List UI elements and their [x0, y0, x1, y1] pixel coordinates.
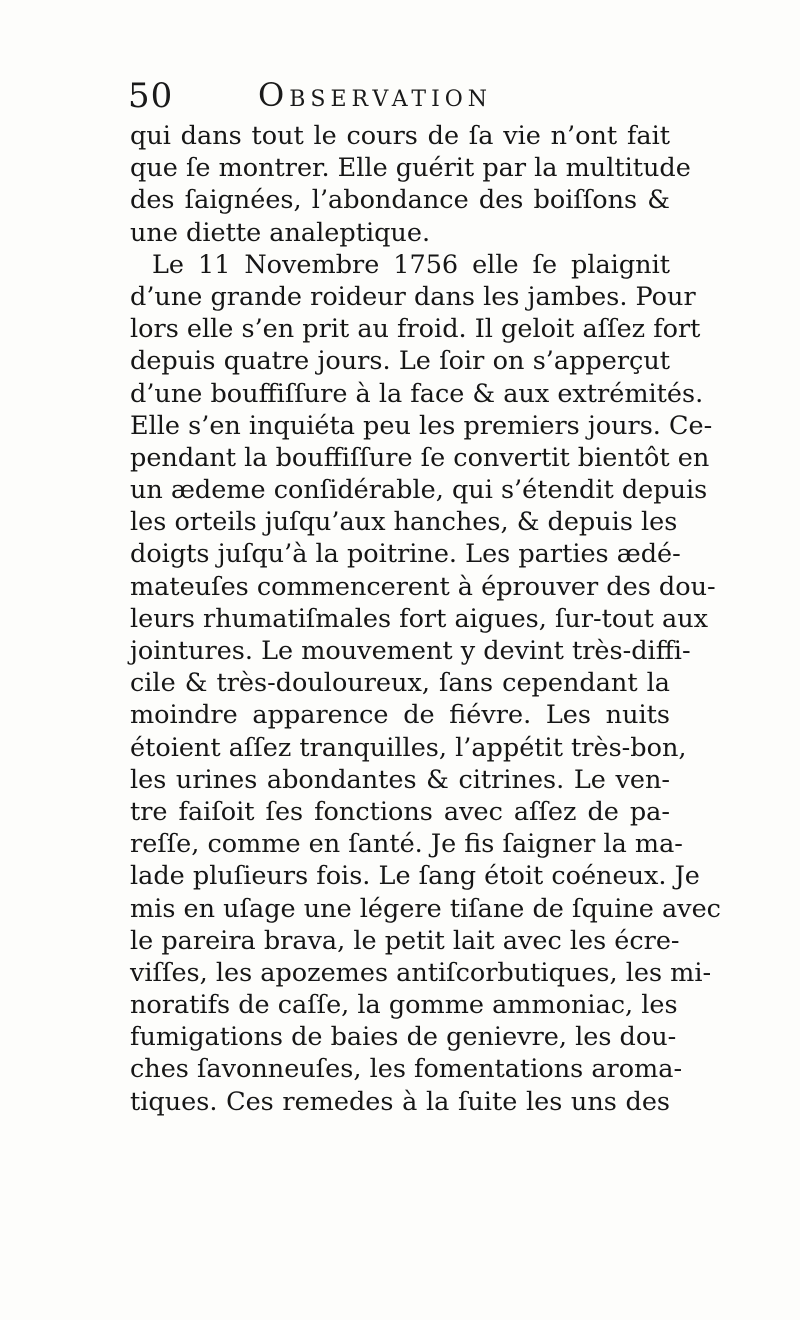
text-line: cile & très-douloureux, ſans cependant la — [130, 668, 670, 699]
text-line: qui dans tout le cours de ſa vie n’ont fait — [130, 121, 670, 151]
text-line: une diette analeptique. — [130, 217, 431, 248]
text-line: reſſe, comme en ſanté. Je fis ſaigner la ma- — [130, 829, 683, 860]
text-line: jointures. Le mouvement y devint très-diffi- — [130, 636, 691, 666]
text-line: tiques. Ces remedes à la ſuite les uns des — [130, 1086, 670, 1117]
text-line: Elle s’en inquiéta peu les premiers jours. Ce- — [130, 410, 713, 441]
text-line: ches ſavonneuſes, les fomentations aroma- — [130, 1054, 683, 1085]
running-head: Observation — [258, 76, 493, 114]
text-line: fumigations de baies de genievre, les dou- — [130, 1022, 677, 1053]
text-line: d’une grande roideur dans les jambes. Pour — [130, 281, 696, 312]
text-line: moindre apparence de fiévre. Les nuits — [130, 700, 670, 731]
text-line: viſſes, les apozemes antiſcorbutiques, les mi- — [130, 957, 712, 988]
text-line: d’une bouffiſſure à la face & aux extrémités. — [130, 378, 704, 409]
text-line: le pareira brava, le petit lait avec les écre- — [130, 925, 680, 956]
text-line: des ſaignées, l’abondance des boiſſons & — [130, 185, 670, 216]
text-line: leurs rhumatiſmales fort aigues, ſur-tout aux — [130, 603, 709, 634]
text-line: un ædeme conſidérable, qui s’étendit depuis — [130, 475, 708, 506]
text-line: doigts juſqu’à la poitrine. Les parties ædé- — [130, 539, 681, 570]
page-header — [128, 70, 688, 124]
text-line: tre faiſoit ſes fonctions avec aſſez de pa- — [130, 796, 670, 827]
body-text — [130, 120, 721, 1118]
text-line: les urines abondantes & citrines. Le ven- — [130, 764, 670, 795]
text-line: noratifs de caſſe, la gomme ammoniac, les — [130, 990, 678, 1021]
text-line: mis en uſage une légere tiſane de ſquine avec — [130, 893, 721, 924]
text-line: étoient aſſez tranquilles, l’appétit très-bon, — [130, 732, 687, 763]
text-line: Le 11 Novembre 1756 elle ſe plaignit — [152, 249, 670, 280]
text-line: depuis quatre jours. Le ſoir on s’apperçut — [130, 346, 670, 377]
page-number: 50 — [128, 76, 174, 116]
text-line: pendant la bouffiſſure ſe convertit bientôt en — [130, 442, 710, 473]
text-line: lade pluſieurs fois. Le ſang étoit coéneux. Je — [130, 861, 700, 892]
text-line: que ſe montrer. Elle guérit par la multitude — [130, 153, 691, 184]
text-line: lors elle s’en prit au froid. Il geloit aſſez fort — [130, 314, 701, 345]
text-line: mateuſes commencerent à éprouver des dou- — [130, 571, 716, 602]
text-line: les orteils juſqu’aux hanches, & depuis les — [130, 507, 678, 538]
